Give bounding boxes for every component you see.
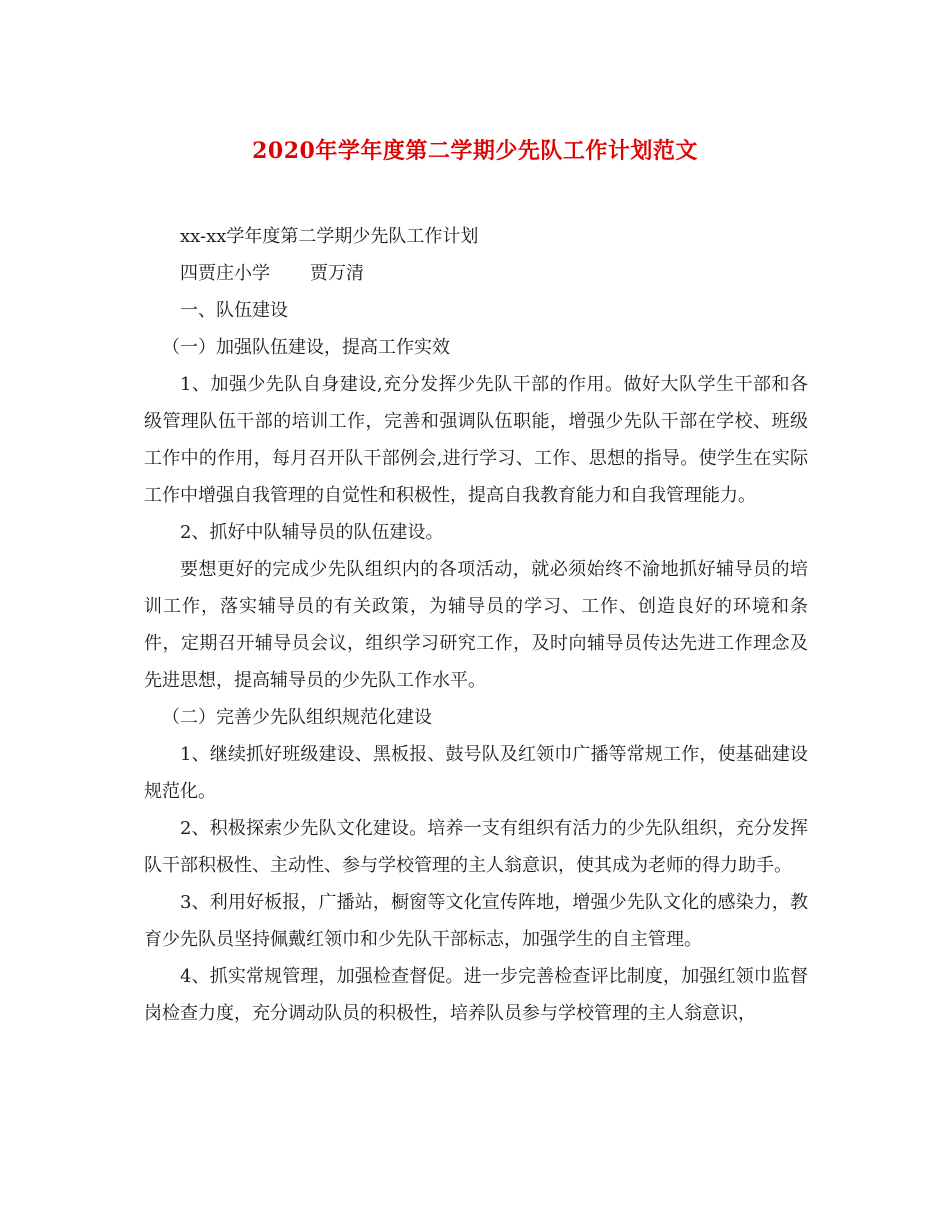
- body-paragraph: 1、继续抓好班级建设、黑板报、鼓号队及红领巾广播等常规工作，使基础建设规范化。: [144, 744, 808, 802]
- body-paragraph: 要想更好的完成少先队组织内的各项活动，就必须始终不渝地抓好辅导员的培训工作，落实辅导员的有关政策，为辅导员的学习、工作、创造良好的环境和条件，定期召开辅导员会议，组织学习研究工作，及时向辅导员传达先进工作理念及先进思想，提高辅导员的少先队工作水平。: [144, 559, 808, 691]
- section-heading: 一、队伍建设: [180, 300, 288, 321]
- author-name: 贾万清: [310, 263, 364, 284]
- plan-subtitle: xx-xx学年度第二学期少先队工作计划: [180, 226, 479, 247]
- subsection-heading: （二）完善少先队组织规范化建设: [162, 707, 432, 728]
- school-name: 四贾庄小学: [180, 263, 270, 284]
- body-paragraph: 2、抓好中队辅导员的队伍建设。: [180, 522, 444, 543]
- body-paragraph: 1、加强少先队自身建设,充分发挥少先队干部的作用。做好大队学生干部和各级管理队伍干部的培训工作，完善和强调队伍职能，增强少先队干部在学校、班级工作中的作用，每月召开队干部例会,进行学习、工作、思想的指导。使学生在实际工作中增强自我管理的自觉性和积极性，提高自我教育能力和自我管理能力。: [144, 374, 808, 506]
- document-title: 2020年学年度第二学期少先队工作计划范文: [252, 138, 698, 164]
- body-paragraph: 3、利用好板报，广播站，橱窗等文化宣传阵地，增强少先队文化的感染力，教育少先队员坚持佩戴红领巾和少先队干部标志，加强学生的自主管理。: [144, 892, 808, 950]
- document-body: [144, 218, 808, 1032]
- subsection-heading: （一）加强队伍建设，提高工作实效: [162, 337, 450, 358]
- author-line: [144, 255, 808, 292]
- body-paragraph: 2、积极探索少先队文化建设。培养一支有组织有活力的少先队组织，充分发挥队干部积极性、主动性、参与学校管理的主人翁意识，使其成为老师的得力助手。: [144, 818, 808, 876]
- body-paragraph: 4、抓实常规管理，加强检查督促。进一步完善检查评比制度，加强红领巾监督岗检查力度，充分调动队员的积极性，培养队员参与学校管理的主人翁意识，: [144, 966, 808, 1024]
